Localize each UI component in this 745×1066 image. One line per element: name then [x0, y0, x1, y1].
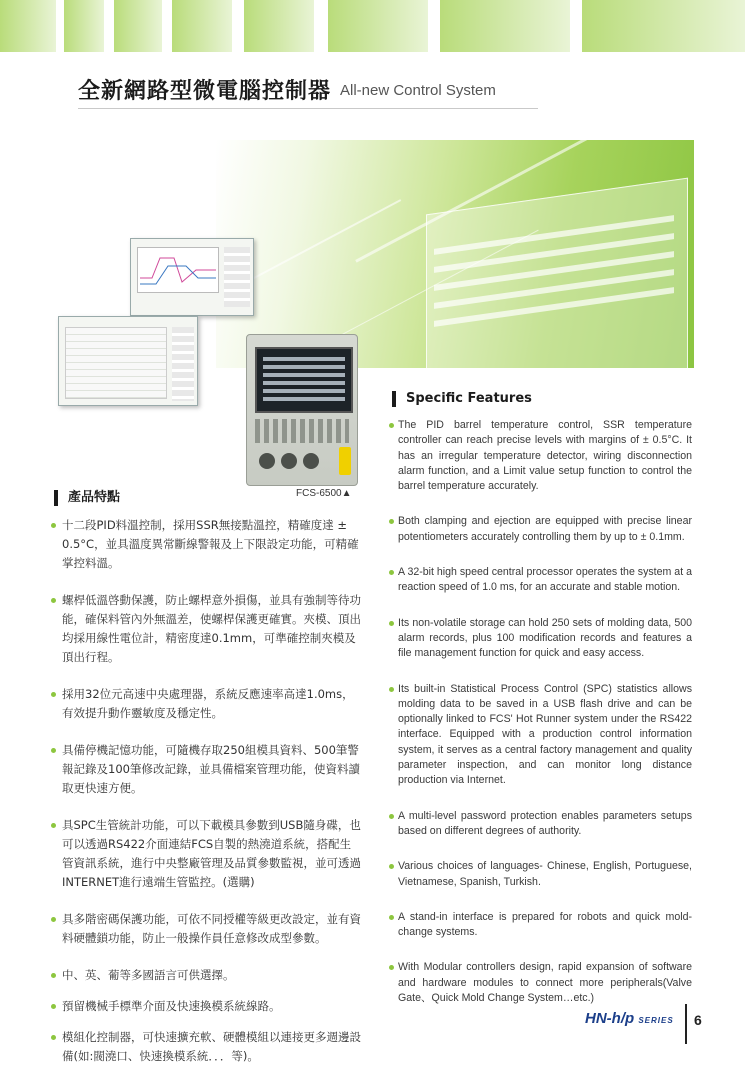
list-item: 預留機械手標準介面及快速換模系統線路。	[62, 997, 362, 1016]
controller-screen-parameter-table	[58, 316, 198, 406]
features-list-en	[398, 418, 692, 1006]
list-item: 具備停機記憶功能，可隨機存取250組模具資料、500筆警報記錄及100筆修改記錄，並具備檔案管理功能，使資料讀取更快速方便。	[62, 741, 362, 798]
top-decorative-bars	[0, 0, 745, 52]
brand-logo	[585, 1010, 674, 1027]
list-item: 具SPC生管統計功能，可以下載模具參數到USB隨身碟，也可以透過RS422介面連結FCS自製的熱澆道系統，搭配生管資訊系統，進行中央整廠管理及品質參數監視，並可透過INTERNET進行遠端生管監控。(選購)	[62, 816, 362, 892]
list-item: The PID barrel temperature control, SSR temperature controller can reach precise levels with margins of ± 0.5°C. It has an irregular temperature detector, wiring disconnection alarm function, and a Limit value setup function to control the barrel temperature accurately.	[398, 418, 692, 494]
list-item: Both clamping and ejection are equipped with precise linear potentiometers accurately controlling them by up to ± 0.1mm.	[398, 514, 692, 545]
page-title-english: All-new Control System	[340, 82, 496, 99]
section-heading-features-zh: 產品特點	[54, 490, 120, 506]
section-heading-features-en: Specific Features	[392, 391, 532, 407]
list-item: 模組化控制器，可快速擴充軟、硬體模組以連接更多週邊設備(如:閥澆口、快速換模系統．．．等)。	[62, 1028, 362, 1066]
list-item: Its non-volatile storage can hold 250 sets of molding data, 500 alarm records, plus 100 modification records and features a file management function for quick and easy access.	[398, 616, 692, 662]
list-item: A stand-in interface is prepared for robots and quick mold-change systems.	[398, 910, 692, 941]
fcs-6500-controller-photo	[246, 334, 358, 486]
list-item: 螺桿低溫啓動保護，防止螺桿意外損傷，並具有強制等待功能，確保料管內外無溫差，使螺桿保護更確實。夾模、頂出均採用線性電位計，精密度達0.1mm，可準確控制夾模及頂出行程。	[62, 591, 362, 667]
features-list-zh	[62, 516, 362, 1066]
list-item: 十二段PID料溫控制，採用SSR無接點溫控，精確度達 ± 0.5°C，並具溫度異常斷線警報及上下限設定功能，可精確掌控料溫。	[62, 516, 362, 573]
device-model-label: FCS-6500▲	[296, 488, 352, 499]
brand-name: HN-h/p	[585, 1010, 635, 1027]
page-title: 全新網路型微電腦控制器	[78, 79, 332, 104]
list-item: 採用32位元高速中央處理器，系統反應速率高達1.0ms，有效提升動作靈敏度及穩定性。	[62, 685, 362, 723]
list-item: 中、英、葡等多國語言可供選擇。	[62, 966, 362, 985]
list-item: Various choices of languages- Chinese, English, Portuguese, Vietnamese, Spanish, Turkish.	[398, 859, 692, 890]
footer-divider	[685, 1004, 687, 1044]
list-item: 具多階密碼保護功能，可依不同授權等級更改設定，並有資料硬體鎖功能，防止一般操作員任意修改成型參數。	[62, 910, 362, 948]
list-item: With Modular controllers design, rapid expansion of software and hardware modules to connect more peripherals(Valve Gate、Quick Mold Change System…etc.)	[398, 960, 692, 1006]
list-item: A 32-bit high speed central processor operates the system at a reaction speed of 1.0 ms, for an accurate and stable motion.	[398, 565, 692, 596]
list-item: A multi-level password protection enables parameters setups based on different degrees of authority.	[398, 809, 692, 840]
brand-series: SERIES	[638, 1016, 674, 1025]
page-header	[78, 74, 538, 109]
page-number: 6	[694, 1012, 702, 1028]
list-item: Its built-in Statistical Process Control (SPC) statistics allows molding data to be saved in a USB flash drive and can be optionally linked to FCS' Hot Runner system under the RS422 interface. Equipped with a production control information system, it serves as a central factory management and quality parameter inspection, and can monitor long distance production via Internet.	[398, 682, 692, 789]
controller-screen-temperature-graph	[130, 238, 254, 316]
